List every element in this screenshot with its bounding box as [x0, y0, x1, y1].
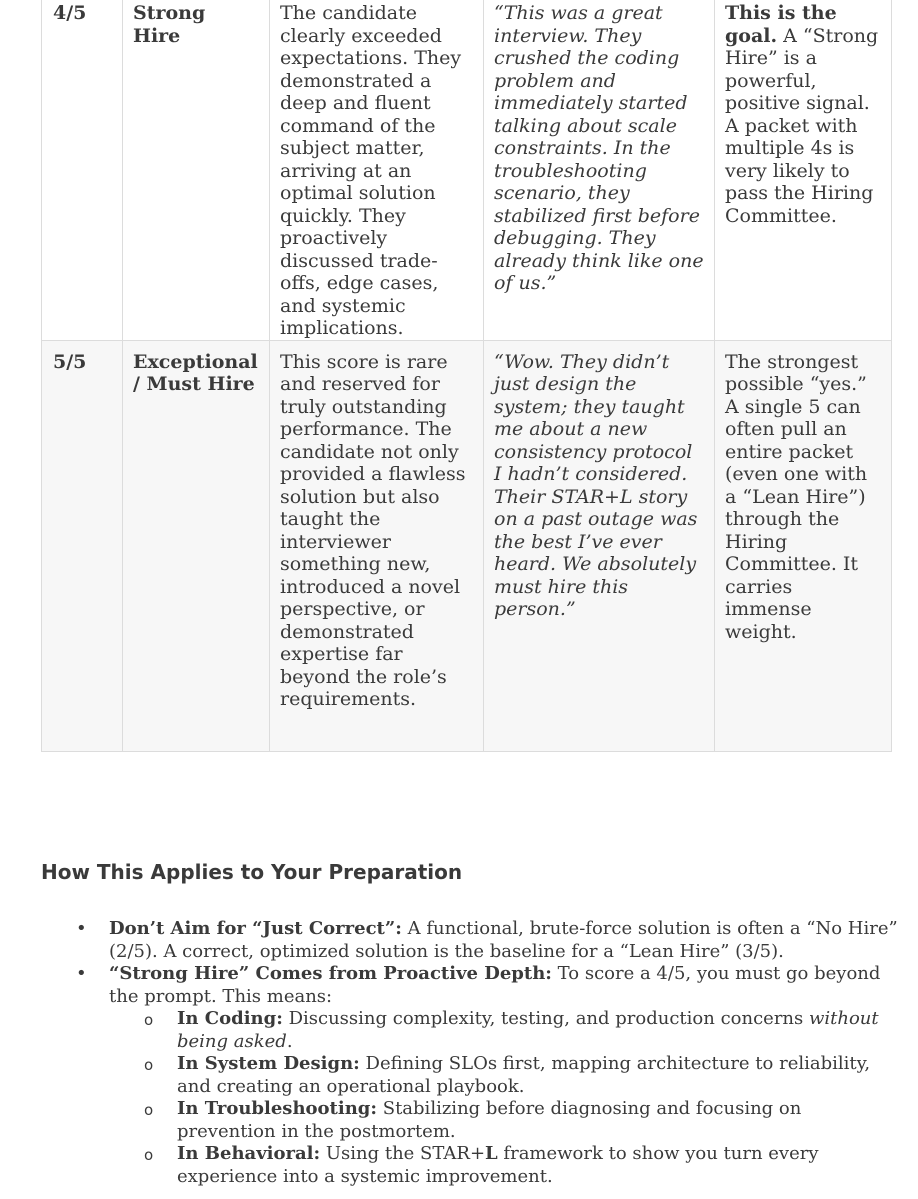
sub-item-title: In Coding: — [177, 1008, 283, 1029]
bullet-title: “Strong Hire” Comes from Proactive Depth: — [109, 963, 552, 984]
score-cell: 4/5 — [42, 0, 123, 340]
preparation-bullet-list — [109, 918, 899, 1188]
score-cell: 5/5 — [42, 340, 123, 751]
sub-list-item: o In Behavioral: Using the STAR+L framework to show you turn every experience into a systemic improvement. — [177, 1143, 899, 1188]
sub-bullet-list — [109, 1008, 899, 1188]
sub-item-title: In Troubleshooting: — [177, 1098, 378, 1119]
list-item — [109, 918, 899, 963]
list-item — [109, 963, 899, 1188]
level-cell: Exceptional / Must Hire — [123, 340, 270, 751]
table-row — [42, 340, 892, 751]
impact-cell: The strongest possible “yes.” A single 5 can often pull an entire packet (even one with a “Lean Hire”) through the Hiring Committee. It carries immense weight. — [715, 340, 892, 751]
interviewer-quote-cell: “Wow. They didn’t just design the system; they taught me about a new consistency protocol I hadn’t considered. Their STAR+L story on a past outage was the best I’ve ever heard. We absolutely must hire this person.” — [484, 340, 715, 751]
emphasis-text: without being asked — [177, 1008, 879, 1052]
bold-letter: L — [485, 1143, 498, 1164]
level-cell: Strong Hire — [123, 0, 270, 340]
section-heading: How This Applies to Your Preparation — [41, 860, 463, 884]
sub-item-title: In System Design: — [177, 1053, 360, 1074]
sub-list-item: o In Coding: Discussing complexity, testing, and production concerns without being asked. — [177, 1008, 899, 1053]
bullet-text: A functional, brute-force solution is often a “No Hire” (2/5). A correct, optimized solution is the baseline for a “Lean Hire” (3/5). — [109, 918, 898, 962]
impact-emphasis: This is the goal. — [725, 2, 837, 47]
description-cell: The candidate clearly exceeded expectations. They demonstrated a deep and fluent command of the subject matter, arriving at an optimal solution quickly. They proactively discussed trade-offs, edge cases, and systemic implications. — [270, 0, 484, 340]
table-row — [42, 0, 892, 340]
impact-text: A “Strong Hire” is a powerful, positive signal. A packet with multiple 4s is very likely to pass the Hiring Committee. — [725, 24, 879, 227]
description-cell: This score is rare and reserved for truly outstanding performance. The candidate not only provided a flawless solution but also taught the interviewer something new, introduced a novel perspective, or demonstrated expertise far beyond the role’s requirements. — [270, 340, 484, 751]
hiring-rubric-table — [41, 0, 892, 752]
bullet-text: To score a 4/5, you must go beyond the prompt. This means: — [109, 963, 881, 1007]
sub-item-title: In Behavioral: — [177, 1143, 321, 1164]
sub-list-item: o In System Design: Defining SLOs first, mapping architecture to reliability, and creating an operational playbook. — [177, 1053, 899, 1098]
impact-cell — [715, 0, 892, 340]
bullet-title: Don’t Aim for “Just Correct”: — [109, 918, 402, 939]
sub-list-item: o In Troubleshooting: Stabilizing before diagnosing and focusing on prevention in the postmortem. — [177, 1098, 899, 1143]
interviewer-quote-cell: “This was a great interview. They crushed the coding problem and immediately started talking about scale constraints. In the troubleshooting scenario, they stabilized first before debugging. They already think like one of us.” — [484, 0, 715, 340]
